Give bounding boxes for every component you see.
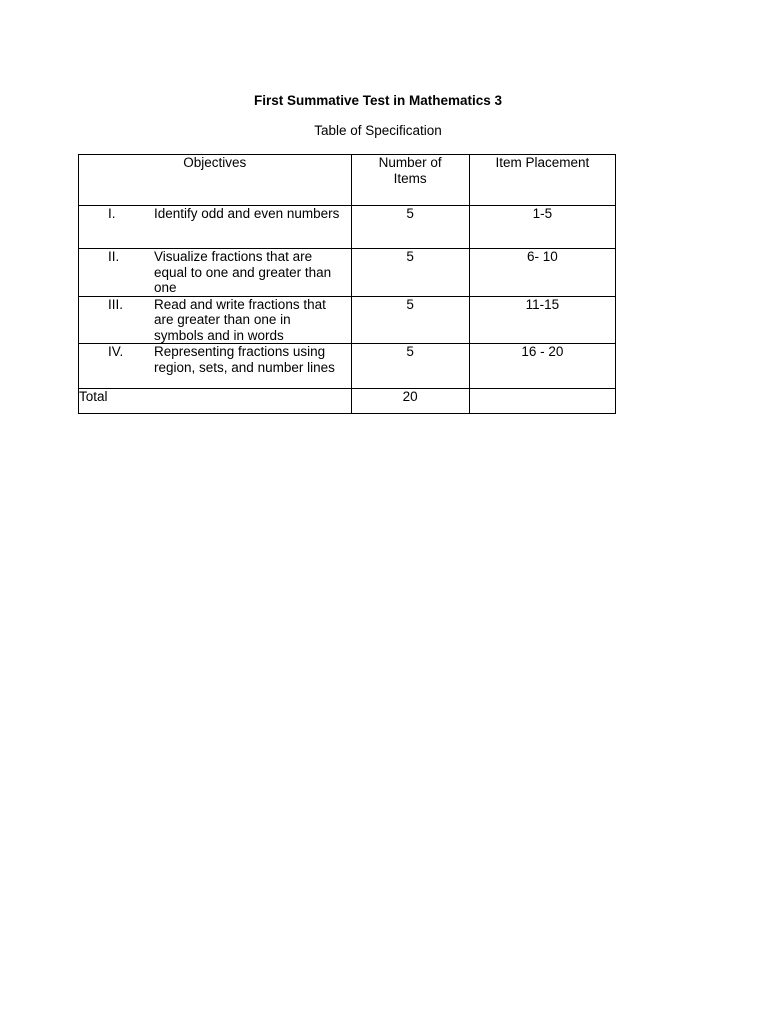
objective-cell xyxy=(79,296,352,344)
objective-text: Representing fractions using region, sets, and number lines xyxy=(154,344,335,375)
objective-numeral: I. xyxy=(108,206,116,221)
total-row xyxy=(79,389,616,414)
placement-cell: 16 - 20 xyxy=(469,344,615,389)
items-cell: 5 xyxy=(351,344,469,389)
table-header-row xyxy=(79,155,616,206)
total-label: Total xyxy=(79,389,352,414)
placement-cell: 1-5 xyxy=(469,206,615,249)
table-row xyxy=(79,344,616,389)
header-item-placement: Item Placement xyxy=(469,155,615,206)
objective-cell xyxy=(79,344,352,389)
items-cell: 5 xyxy=(351,249,469,297)
document-title: First Summative Test in Mathematics 3 xyxy=(253,93,503,108)
header-number-of-items xyxy=(351,155,469,206)
objective-text: Identify odd and even numbers xyxy=(154,206,340,221)
header-objectives: Objectives xyxy=(79,155,352,206)
objective-numeral: II. xyxy=(108,249,120,264)
table-row xyxy=(79,249,616,297)
objective-cell xyxy=(79,206,352,249)
header-number-of-items-label: Number of Items xyxy=(378,155,442,186)
items-cell: 5 xyxy=(351,296,469,344)
objective-numeral: IV. xyxy=(108,344,124,359)
total-placement xyxy=(469,389,615,414)
specification-table xyxy=(78,154,616,414)
objective-cell xyxy=(79,249,352,297)
table-row xyxy=(79,206,616,249)
objective-text: Read and write fractions that are greater than one in symbols and in words xyxy=(154,296,326,343)
objective-text: Visualize fractions that are equal to one and greater than one xyxy=(154,249,332,295)
table-row xyxy=(79,296,616,344)
items-cell: 5 xyxy=(351,206,469,249)
document-subtitle: Table of Specification xyxy=(314,123,442,138)
placement-cell: 11-15 xyxy=(469,296,615,344)
placement-cell: 6- 10 xyxy=(469,249,615,297)
total-items: 20 xyxy=(351,389,469,414)
objective-numeral: III. xyxy=(108,296,124,312)
